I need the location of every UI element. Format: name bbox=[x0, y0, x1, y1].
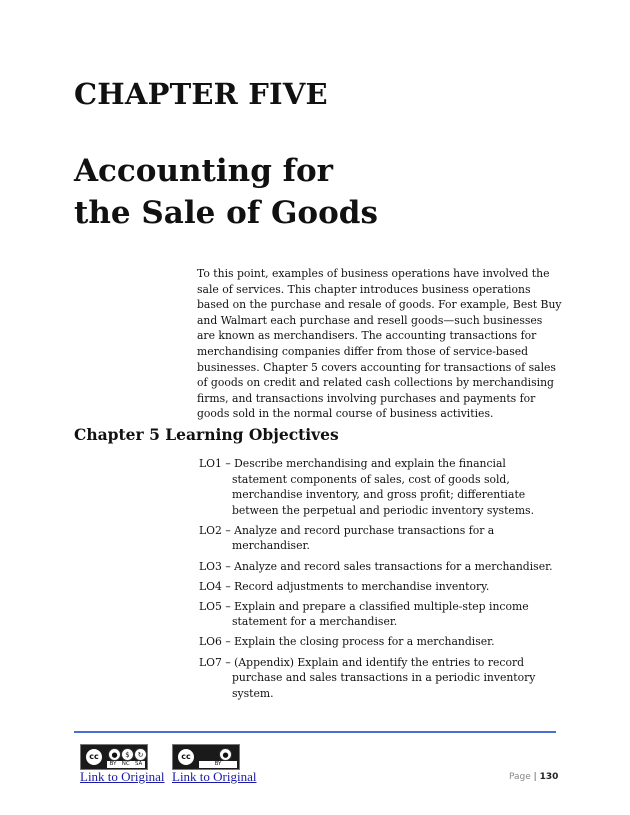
cc-by-nc-sa-badge[interactable] bbox=[80, 744, 148, 770]
cc-logo-icon: cc bbox=[176, 747, 196, 767]
learning-objective-item: LO2 – Analyze and record purchase transactions for a merchandiser. bbox=[199, 523, 495, 553]
link-to-original-2[interactable]: Link to Original bbox=[172, 769, 257, 784]
page-word: Page bbox=[509, 772, 531, 782]
learning-objective-item: LO5 – Explain and prepare a classified multiple-step income statement for a merchandiser. bbox=[199, 599, 529, 629]
badge-tag: BY bbox=[109, 761, 117, 767]
badge-tags bbox=[107, 761, 145, 768]
learning-objectives-heading: Chapter 5 Learning Objectives bbox=[74, 425, 339, 444]
badge-tag: BY bbox=[214, 761, 222, 767]
cc-logo-icon: cc bbox=[84, 747, 104, 767]
learning-objective-item: LO7 – (Appendix) Explain and identify the entries to record purchase and sales transactions in a periodic inventory system. bbox=[199, 655, 536, 700]
link-to-original-1[interactable]: Link to Original bbox=[80, 769, 165, 784]
cc-by-badge[interactable] bbox=[172, 744, 240, 770]
page-number-value: 130 bbox=[539, 772, 559, 782]
chapter-title-line-1: Accounting for bbox=[74, 153, 334, 189]
footer-divider bbox=[74, 731, 556, 733]
learning-objective-item: LO6 – Explain the closing process for a merchandiser. bbox=[199, 635, 495, 649]
badge-tag: NC bbox=[121, 761, 130, 767]
intro-paragraph: To this point, examples of business operations have involved the sale of services. This chapter introduces business operations based on the purchase and resale of goods. For example, Best Buy and Walmart each purchase and resell goods—such businesses are known as merchandisers. The accounting transactions for merchandising companies differ from those of service-based businesses. Chapter 5 covers accounting for transactions of sales of goods on credit and related cash collections by merchandising firms, and transactions involving purchases and payments for goods sold in the normal course of business activities. bbox=[197, 267, 562, 421]
learning-objective-item: LO1 – Describe merchandising and explain the financial statement components of sales, cost of goods sold, merchandise inventory, and gross profit; differentiate between the perpetual and periodic inventory systems. bbox=[199, 457, 535, 517]
learning-objectives-list bbox=[199, 456, 559, 706]
learning-objective-item: LO4 – Record adjustments to merchandise inventory. bbox=[199, 579, 490, 593]
page-separator: | bbox=[533, 772, 537, 782]
noncommercial-icon: $ bbox=[121, 748, 134, 761]
attribution-person-icon: ● bbox=[219, 748, 232, 761]
chapter-title-line-2: the Sale of Goods bbox=[74, 195, 378, 231]
learning-objective-item: LO3 – Analyze and record sales transactions for a merchandiser. bbox=[199, 559, 553, 573]
badge-tag: SA bbox=[134, 761, 143, 767]
sharealike-icon: ↻ bbox=[134, 748, 147, 761]
attribution-person-icon: ● bbox=[108, 748, 121, 761]
badge-tags bbox=[199, 761, 237, 768]
chapter-title bbox=[74, 150, 494, 234]
page-number bbox=[509, 772, 558, 782]
chapter-label: CHAPTER FIVE bbox=[74, 77, 328, 111]
